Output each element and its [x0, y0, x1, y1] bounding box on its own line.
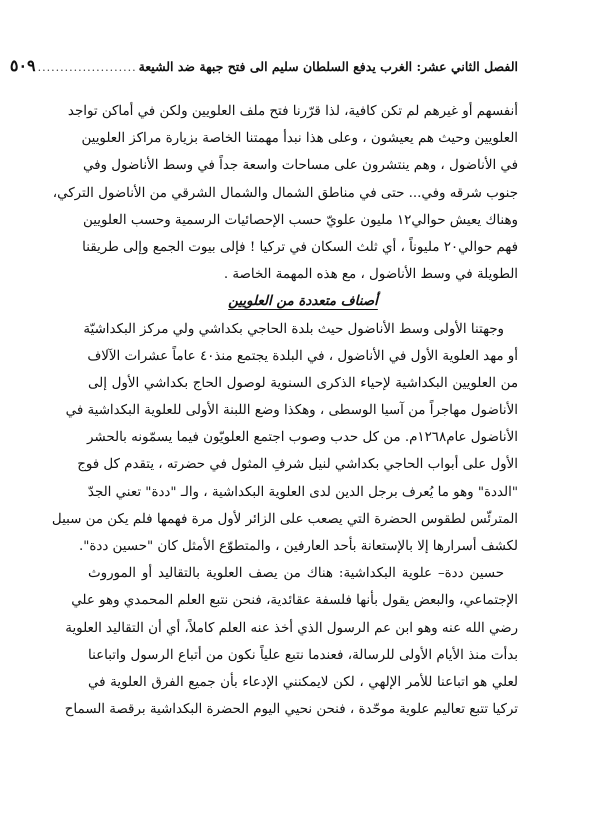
- section-heading: [88, 288, 518, 315]
- text-line: الطويلة في وسط الأناضول ، مع هذه المهمة الخاصة .: [223, 267, 518, 283]
- text-line: أو مهد العلوية الأول في الأناضول ، في البلدة يجتمع منذ٤٠ عاماً عشرات الآلاف: [87, 348, 518, 364]
- text-line: الأناضول مهاجراً من آسيا الوسطى ، وهكذا وضع اللبنة الأولى للعلوية البكداشية في: [65, 403, 518, 419]
- text-line: "الددة" وهو ما يُعرف برجل الدين لدى العلوية البكداشية ، والـ "ددة" تعني الجدّ: [87, 484, 518, 500]
- text-line: وهناك يعيش حوالي١٢ مليون علويّ حسب الإحصائيات الرسمية وحسب العلويين: [83, 212, 518, 228]
- text-line: تركيا تتبع تعاليم علوية موحّدة ، فنحن نحيي اليوم الحضرة البكداشية برقصة السماح: [64, 702, 518, 718]
- text-line: حسين ددة– علوية البكداشية: هناك من يصف العلوية بالتقاليد أو الموروث: [88, 566, 504, 582]
- text-line: فهم حوالي٢٠ مليوناً ، أي ثلث السكان في تركيا ! فإلى بيوت الجمع وإلى طريقنا: [82, 239, 518, 255]
- text-line: أنفسهم أو غيرهم لم تكن كافية، لذا قرّرنا فتح ملف العلويين ولكن في أماكن تواجد: [67, 104, 518, 119]
- header-leader-dots: ......................: [37, 61, 137, 74]
- paragraph-1: [52, 98, 518, 288]
- text-line: المترئّس لطقوس الحضرة التي يصعب على الزائر لأول مرة فهمها فلم يكن من سبيل: [51, 511, 518, 527]
- text-line: الأول على أبواب الحاجي بكداشي لنيل شرفِ المثول في حضرته ، يتقدم كل فوج: [77, 457, 518, 473]
- section-heading-text: أصناف متعددة من العلويين: [228, 293, 378, 310]
- text-line: رضي الله عنه وهو ابن عم الرسول الذي أخذ عنه العلم كاملاً، أي أن التقاليد العلوية: [65, 620, 518, 636]
- text-line: الأناضول عام١٢٦٨م. من كل حدب وصوب اجتمع العلويّون فيما يسمّونه بالحشر: [87, 430, 518, 446]
- text-line: الإجتماعي، والبعض يقول بأنها فلسفة عقائدية، فنحن نتبع العلم المحمدي وهو علي: [71, 593, 518, 609]
- body-text: [51, 98, 518, 723]
- text-line: وجهتنا الأولى وسط الأناضول حيث بلدة الحاجي بكداشي ولي مركز البكداشيّة: [83, 321, 504, 337]
- paragraph-3: [64, 560, 518, 723]
- page-number: ٥٠٩: [9, 56, 36, 75]
- text-line: لعلي هو اتباعنا للأمر الإلهي ، لكن لايمكنني الإدعاء بأن جميع الفرق العلوية في: [88, 674, 518, 690]
- page-header: [9, 56, 518, 80]
- paragraph-2: [51, 316, 518, 561]
- text-line: من العلويين البكداشية لإحياء الذكرى السنوية لوصول الحاج بكداشي الأول إلى: [88, 375, 518, 391]
- text-line: جنوب شرقه وفي... حتى في مناطق الشمال والشمال الشرقي من الأناضول التركي،: [52, 185, 518, 201]
- text-line: في الأناضول ، وهم ينتشرون على مساحات واسعة جداً في وسط الأناضول وفي: [82, 158, 518, 174]
- text-line: بدأت منذ الأيام الأولى للرسالة، فعندما نتبع علياً نكون من أتباع الرسول واتباعنا: [88, 647, 518, 663]
- chapter-title: الفصل الثاني عشر: الغرب يدفع السلطان سليم الى فتح جبهة ضد الشيعة: [138, 59, 518, 74]
- text-line: لكشف أسرارها إلا بالإستعانة بأحد العارفين ، والمتطوّع الأمثل كان "حسين ددة".: [78, 539, 518, 554]
- text-line: العلويين وحيث هم يعيشون ، وعلى هذا نبدأ مهمتنا الخاصة بزيارة مراكز العلويين: [81, 131, 518, 147]
